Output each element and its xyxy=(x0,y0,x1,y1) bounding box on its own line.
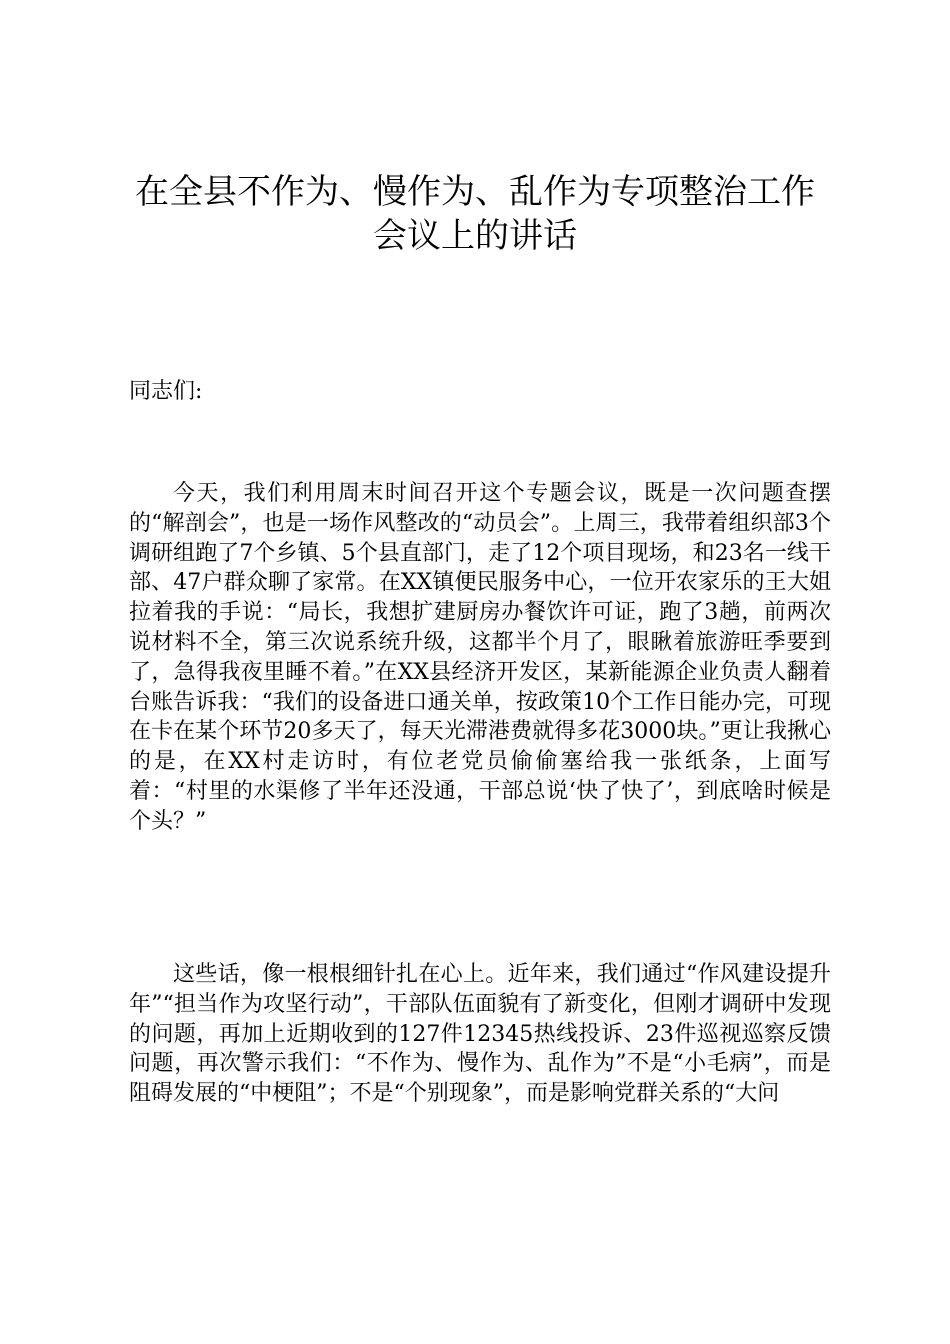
body-paragraph-2: 这些话，像一根根细针扎在心上。近年来，我们通过“作风建设提升年”“担当作为攻坚行动”，干部队伍面貌有了新变化，但刚才调研中发现的问题，再加上近期收到的127件12345热线投诉、23件巡视巡察反馈问题，再次警示我们：“不作为、慢作为、乱作为”不是“小毛病”，而是阻碍发展的“中梗阻”；不是“个别现象”，而是影响党群关系的“大问 xyxy=(129,962,831,1107)
salutation: 同志们: xyxy=(129,379,203,404)
title-line-1: 在全县不作为、慢作为、乱作为专项整治工作 xyxy=(135,172,815,212)
body-paragraph-1: 今天，我们利用周末时间召开这个专题会议，既是一次问题查摆的“解剖会”，也是一场作风整改的“动员会”。上周三，我带着组织部3个调研组跑了7个乡镇、5个县直部门，走了12个项目现场，和23名一线干部、47户群众聊了家常。在XX镇便民服务中心，一位开农家乐的王大姐拉着我的手说：“局长，我想扩建厨房办餐饮许可证，跑了3趟，前两次说材料不全，第三次说系统升级，这都半个月了，眼瞅着旅游旺季要到了，急得我夜里睡不着。”在XX县经济开发区，某新能源企业负责人翻着台账告诉我：“我们的设备进口通关单，按政策10个工作日能办完，可现在卡在某个环节20多天了，每天光滞港费就得多花3000块。”更让我揪心的是，在XX村走访时，有位老党员偷偷塞给我一张纸条，上面写着：“村里的水渠修了半年还没通，干部总说‘快了快了’，到底啥时候是个头？” xyxy=(129,481,831,834)
title-line-2: 会议上的讲话 xyxy=(373,216,577,256)
document-title xyxy=(100,170,850,258)
